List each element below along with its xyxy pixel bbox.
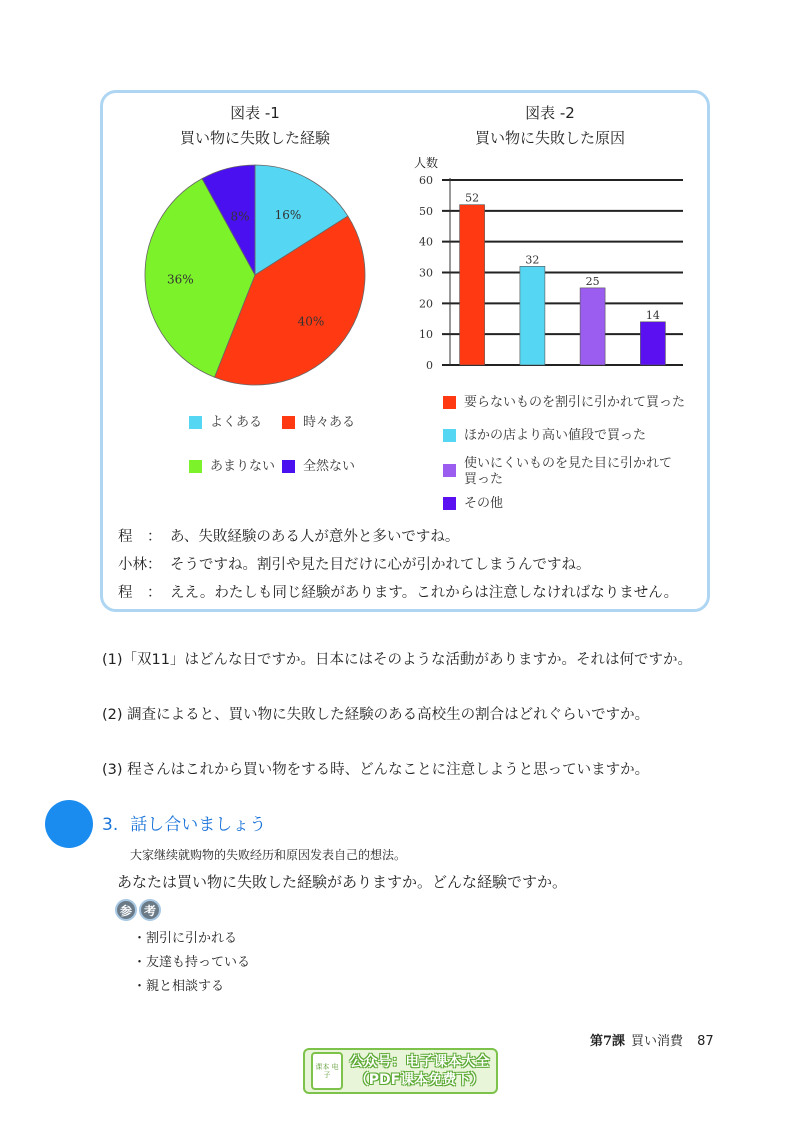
legend-label: よくある: [210, 415, 263, 430]
pie-slice-label: 8%: [230, 209, 250, 224]
dialogue-text: あ、失敗経験のある人が意外と多いですね。: [170, 529, 460, 545]
bar-value-label: 32: [525, 253, 540, 267]
reference-badge: [115, 899, 161, 921]
reference-item: ・割引に引かれる: [133, 931, 238, 946]
dialogue-line: [118, 553, 591, 574]
legend-swatch: [443, 497, 456, 510]
bar: [580, 288, 605, 365]
lesson-number: 第7課: [590, 1034, 626, 1049]
pie-chart: [130, 155, 380, 405]
pie-slice-label: 40%: [297, 314, 325, 329]
bar: [520, 266, 545, 365]
bar-value-label: 52: [465, 191, 480, 205]
dialogue-line: [118, 525, 459, 546]
page-number: 87: [697, 1034, 714, 1049]
pie-legend-item: [189, 415, 262, 431]
section-heading: 話し合いましょう: [130, 815, 267, 835]
pie-legend-item: [282, 459, 355, 475]
bar-chart-title: 図表 -2: [525, 104, 575, 122]
y-tick-label: 30: [419, 266, 433, 280]
watermark-banner: [303, 1048, 498, 1094]
bar-value-label: 25: [585, 274, 600, 288]
legend-label: 要らないものを割引に引かれて買った: [464, 395, 686, 410]
legend-swatch: [189, 460, 202, 473]
book-logo-icon: 课本 电子: [311, 1052, 343, 1090]
legend-label: ほかの店より高い値段で買った: [464, 428, 647, 443]
legend-label: 時々ある: [303, 415, 356, 430]
pie-chart-subtitle: 買い物に失敗した経験: [179, 129, 330, 147]
legend-swatch: [443, 396, 456, 409]
watermark-text: [343, 1053, 496, 1089]
legend-swatch: [282, 460, 295, 473]
bar: [460, 205, 485, 365]
reference-char: 参: [115, 899, 137, 921]
pie-slice-label: 36%: [166, 272, 194, 287]
bar-chart-subtitle: 買い物に失敗した原因: [474, 129, 625, 147]
legend-swatch: [282, 416, 295, 429]
legend-label: あまりない: [210, 459, 276, 474]
bar-value-label: 14: [645, 308, 660, 322]
reference-char: 考: [139, 899, 161, 921]
section-prompt: あなたは買い物に失敗した経験がありますか。どんな経験ですか。: [117, 873, 568, 891]
bar-legend-item: [443, 395, 693, 411]
pie-slice-label: 16%: [274, 208, 302, 223]
legend-label: 使いにくいものを見た目に引かれて買った: [464, 456, 673, 487]
section-number: 3.: [102, 815, 119, 835]
pie-legend-item: [189, 459, 275, 475]
legend-swatch: [443, 464, 456, 477]
dialogue-text: そうですね。割引や見た目だけに心が引かれてしまうんですね。: [170, 557, 591, 573]
legend-label: その他: [464, 496, 504, 511]
legend-label: 全然ない: [303, 459, 356, 474]
bar-legend-item: [443, 496, 693, 512]
dialogue-line: [118, 581, 678, 602]
y-axis-label: 人数: [414, 156, 439, 170]
reference-item: ・親と相談する: [133, 979, 225, 994]
page-footer: [590, 1030, 714, 1049]
y-tick-label: 0: [426, 359, 433, 372]
y-tick-label: 40: [419, 235, 433, 249]
pie-chart-title: 図表 -1: [230, 104, 280, 122]
reference-item: ・友達も持っている: [133, 955, 251, 970]
question: (2) 調査によると、買い物に失敗した経験のある高校生の割合はどれぐらいですか。: [102, 707, 650, 723]
section-bullet-icon: [45, 800, 93, 848]
section-title: [102, 810, 266, 835]
legend-swatch: [189, 416, 202, 429]
section-instruction: 大家继续就购物的失败经历和原因发表自己的想法。: [130, 848, 407, 862]
bar-legend-item: [443, 456, 683, 488]
speaker: 小林：: [118, 557, 162, 573]
pie-legend-item: [282, 415, 355, 431]
bar-chart: [400, 150, 700, 380]
lesson-title: 買い消費: [631, 1034, 684, 1049]
speaker: 程 ：: [118, 529, 162, 545]
bar-legend-item: [443, 428, 693, 444]
y-tick-label: 50: [419, 204, 433, 218]
watermark-line: 公众号：电子课本大全: [349, 1054, 490, 1070]
y-tick-label: 20: [419, 297, 433, 311]
y-tick-label: 10: [419, 328, 433, 342]
legend-swatch: [443, 429, 456, 442]
question: (3) 程さんはこれから買い物をする時、どんなことに注意しようと思っていますか。: [102, 762, 650, 778]
question: (1)「双11」はどんな日ですか。日本にはそのような活動がありますか。それは何ですか。: [102, 652, 692, 668]
speaker: 程 ：: [118, 585, 162, 601]
bar: [640, 322, 665, 365]
y-tick-label: 60: [419, 174, 433, 187]
watermark-line: （PDF课本免费下）: [354, 1072, 485, 1088]
dialogue-text: ええ。わたしも同じ経験があります。これからは注意しなければなりません。: [170, 585, 679, 601]
